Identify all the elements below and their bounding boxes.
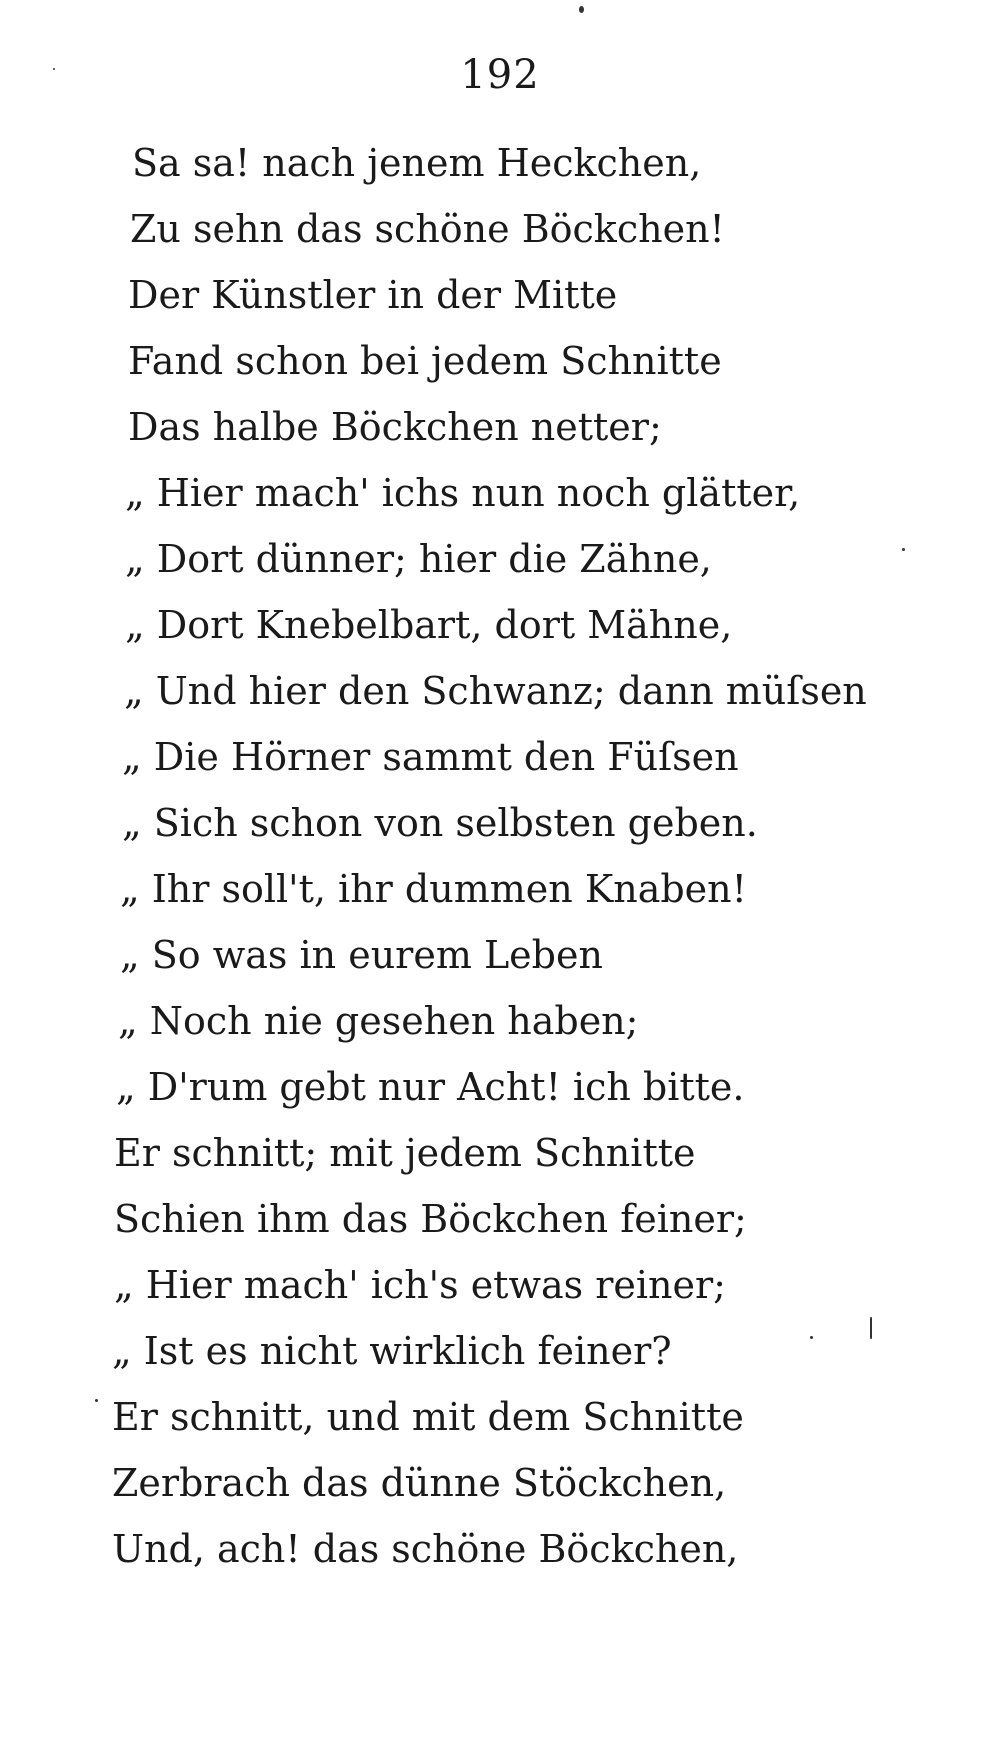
poem-line bbox=[0, 262, 1000, 328]
poem-line-text: „ Noch nie gesehen haben; bbox=[118, 999, 639, 1043]
poem-line-text: Er schnitt, und mit dem Schnitte bbox=[112, 1395, 744, 1439]
poem-text bbox=[0, 130, 1000, 1582]
poem-line bbox=[0, 922, 1000, 988]
scan-speck bbox=[53, 68, 55, 70]
poem-line-text: „ Die Hörner sammt den Füſsen bbox=[122, 735, 739, 779]
poem-line bbox=[0, 130, 1000, 196]
poem-line-text: „ D'rum gebt nur Acht! ich bitte. bbox=[116, 1065, 745, 1109]
poem-line bbox=[0, 1120, 1000, 1186]
scan-speck bbox=[95, 1399, 98, 1402]
poem-line-text: „ Dort Knebelbart, dort Mähne, bbox=[125, 603, 733, 647]
poem-line-text: „ Sich schon von selbsten geben. bbox=[122, 801, 758, 845]
poem-line bbox=[0, 1516, 1000, 1582]
poem-line bbox=[0, 1252, 1000, 1318]
poem-line-text: Und, ach! das schöne Böckchen, bbox=[112, 1527, 739, 1571]
scan-speck bbox=[902, 548, 905, 551]
poem-line bbox=[0, 1450, 1000, 1516]
poem-line bbox=[0, 988, 1000, 1054]
poem-line-text: Schien ihm das Böckchen feiner; bbox=[114, 1197, 747, 1241]
poem-line bbox=[0, 724, 1000, 790]
poem-line bbox=[0, 1186, 1000, 1252]
poem-line-text: „ Dort dünner; hier die Zähne, bbox=[125, 537, 712, 581]
poem-line bbox=[0, 526, 1000, 592]
poem-line-text: Das halbe Böckchen netter; bbox=[128, 405, 662, 449]
poem-line bbox=[0, 394, 1000, 460]
poem-line bbox=[0, 1054, 1000, 1120]
poem-line-text: Er schnitt; mit jedem Schnitte bbox=[114, 1131, 696, 1175]
poem-line-text: Zu sehn das schöne Böckchen! bbox=[130, 207, 725, 251]
poem-line-text: „ Ihr soll't, ihr dummen Knaben! bbox=[120, 867, 747, 911]
poem-line bbox=[0, 1318, 1000, 1384]
scan-speck bbox=[810, 1336, 813, 1339]
page-number: 192 bbox=[460, 52, 540, 98]
poem-line bbox=[0, 460, 1000, 526]
poem-line-text: Sa sa! nach jenem Heckchen, bbox=[132, 141, 702, 185]
poem-line-text: Zerbrach das dünne Stöckchen, bbox=[112, 1461, 727, 1505]
scan-speck bbox=[870, 1317, 872, 1339]
poem-line-text: „ Hier mach' ich's etwas reiner; bbox=[114, 1263, 726, 1307]
poem-line-text: Fand schon bei jedem Schnitte bbox=[128, 339, 722, 383]
poem-line-text: „ Hier mach' ichs nun noch glätter, bbox=[125, 471, 801, 515]
poem-line-text: Der Künstler in der Mitte bbox=[128, 273, 618, 317]
poem-line bbox=[0, 592, 1000, 658]
poem-line-text: „ So was in eurem Leben bbox=[120, 933, 603, 977]
poem-line bbox=[0, 1384, 1000, 1450]
poem-line bbox=[0, 658, 1000, 724]
poem-line bbox=[0, 196, 1000, 262]
poem-line bbox=[0, 856, 1000, 922]
poem-line-text: „ Und hier den Schwanz; dann müſsen bbox=[124, 669, 867, 713]
scan-speck bbox=[579, 6, 584, 13]
poem-line bbox=[0, 790, 1000, 856]
poem-line-text: „ Ist es nicht wirklich feiner? bbox=[112, 1329, 672, 1373]
poem-line bbox=[0, 328, 1000, 394]
